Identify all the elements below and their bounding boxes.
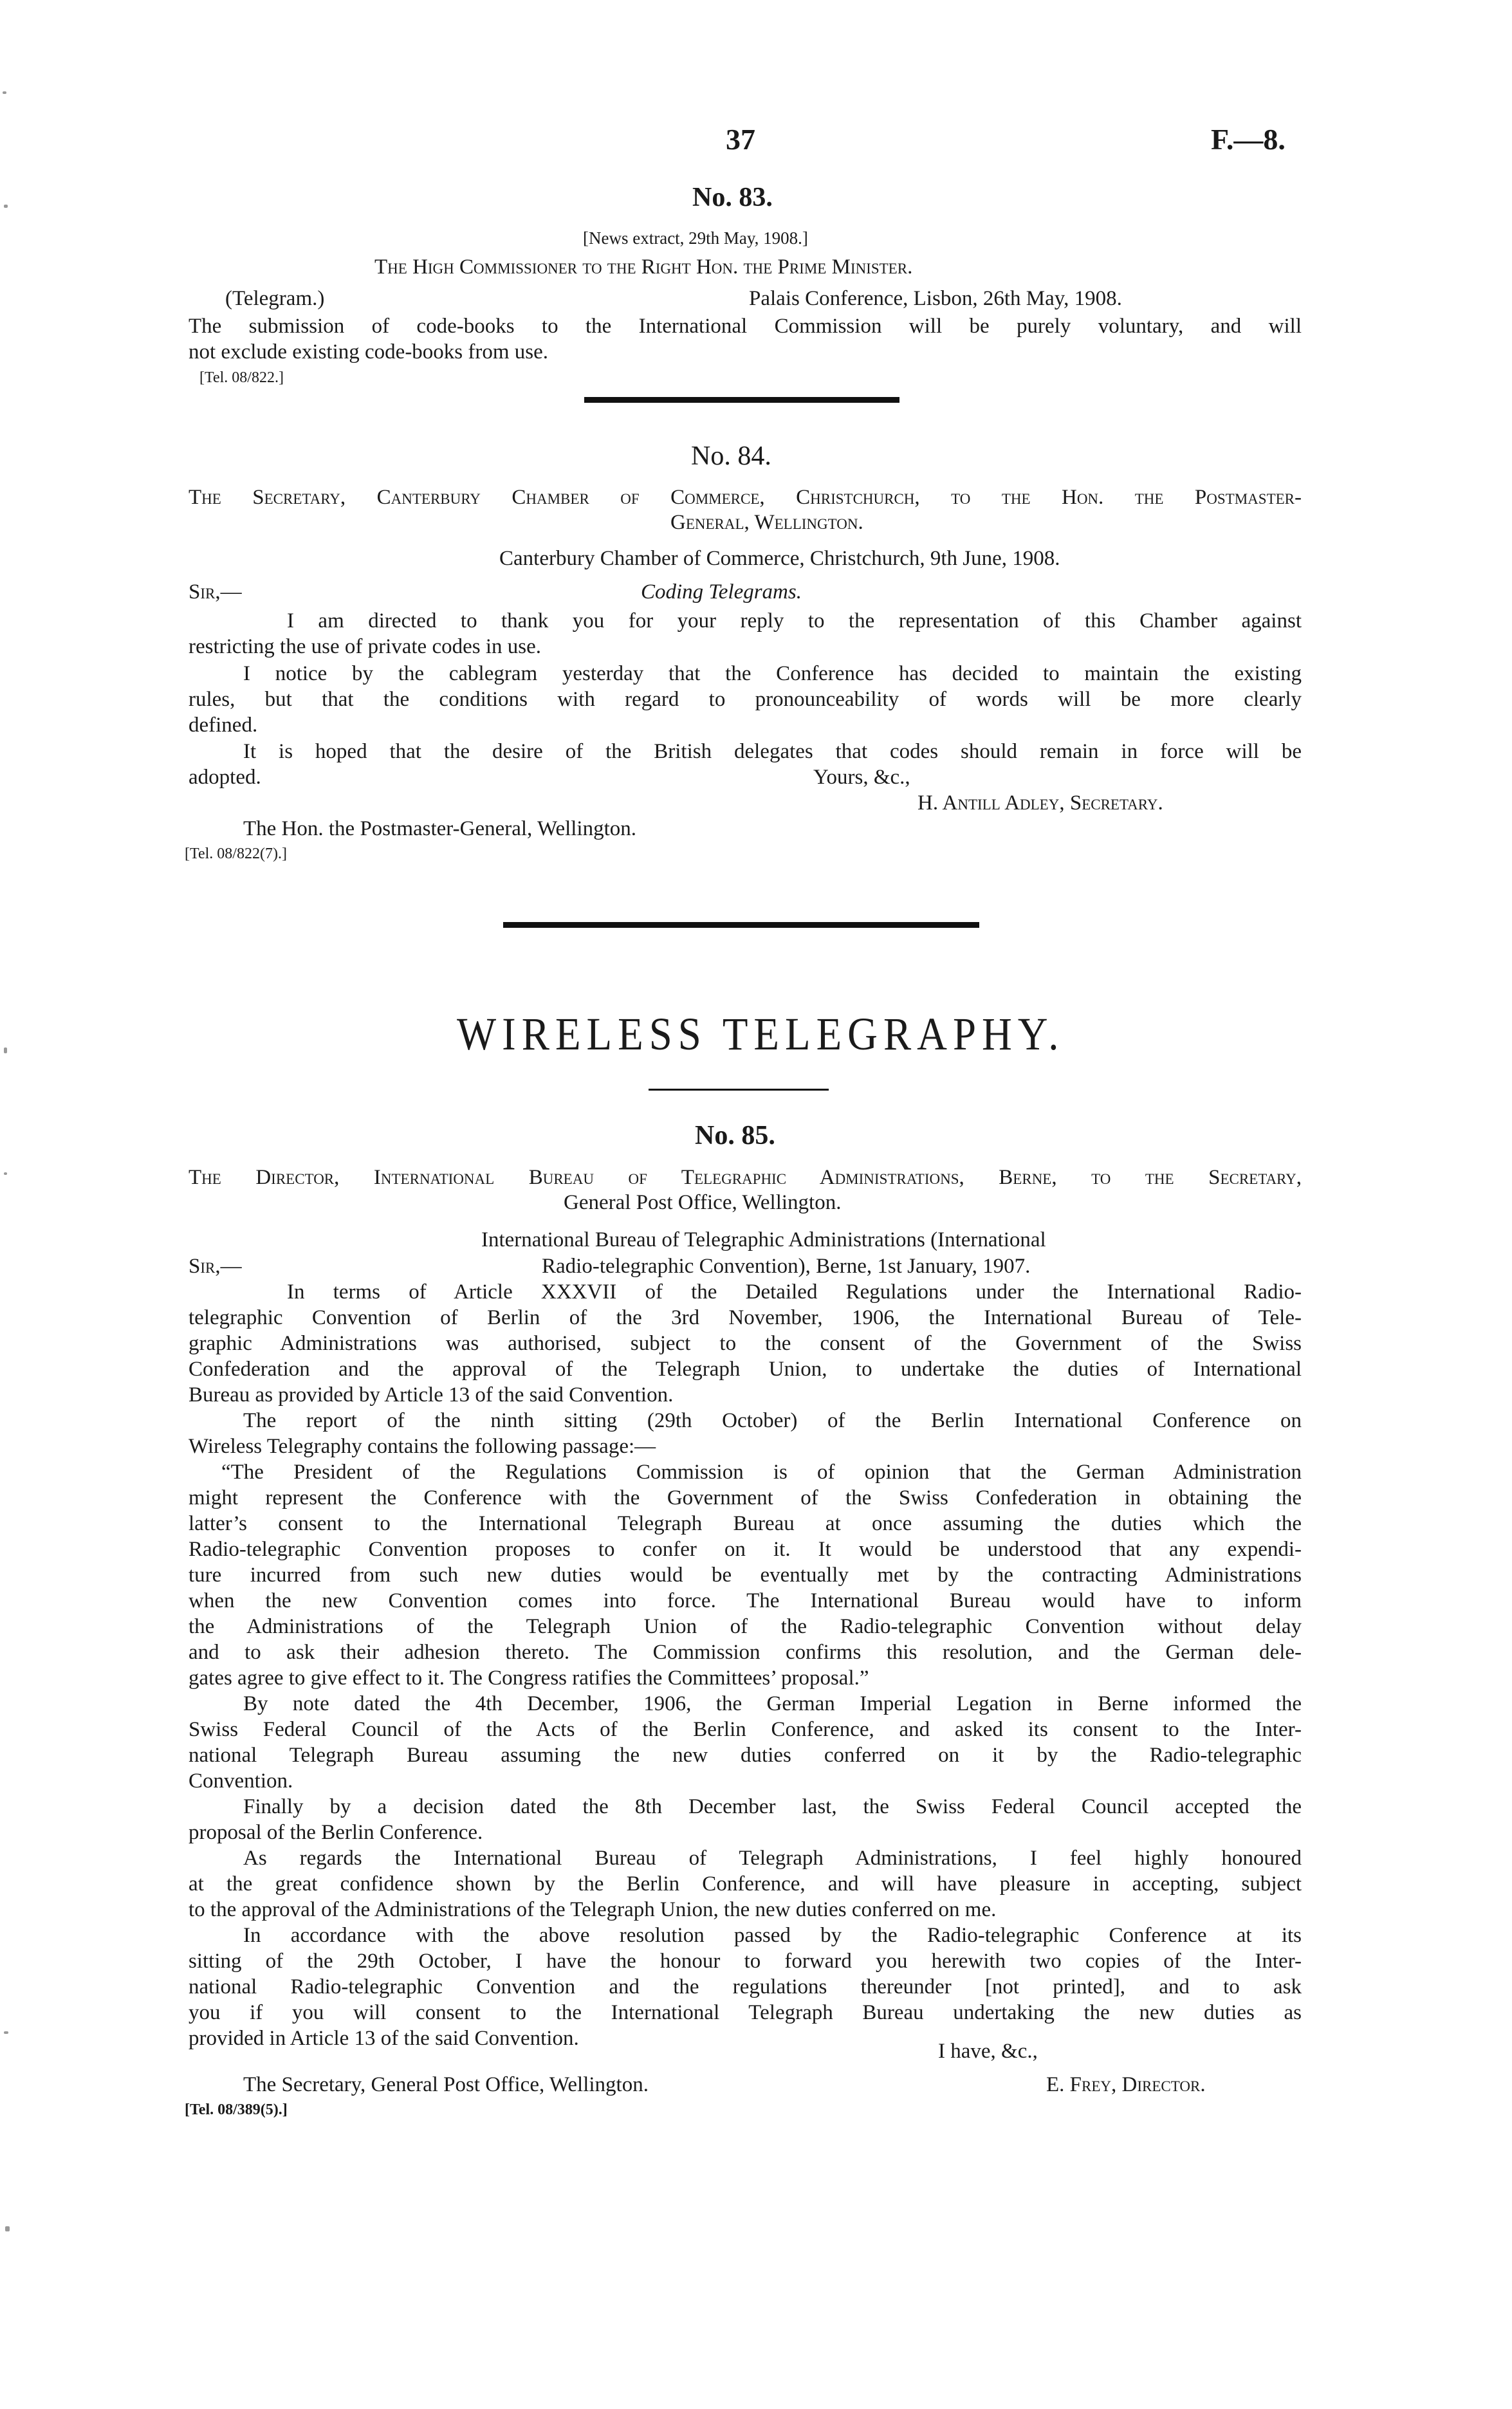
- doc83-kind: (Telegram.): [225, 287, 325, 310]
- doc85-body-line: Swiss Federal Council of the Acts of the Berlin Conference, and asked its consent to the Inter-: [189, 1718, 1302, 1741]
- doc85-from-line2: General Post Office, Wellington.: [564, 1191, 842, 1214]
- doc84-number: No. 84.: [691, 441, 771, 471]
- doc85-body-line: In terms of Article XXXVII of the Detailed Regulations under the International Radio-: [287, 1280, 1302, 1304]
- doc85-body-line: Confederation and the approval of the Telegraph Union, to undertake the duties of International: [189, 1358, 1302, 1381]
- doc85-body-line: ture incurred from such new duties would be eventually met by the contracting Administrations: [189, 1564, 1302, 1587]
- doc85-body-line: the Administrations of the Telegraph Union of the Radio-telegraphic Convention without delay: [189, 1615, 1302, 1638]
- doc85-from-line1: The Director, International Bureau of Telegraphic Administrations, Berne, to the Secretary,: [189, 1166, 1302, 1189]
- doc84-from-line1: The Secretary, Canterbury Chamber of Commerce, Christchurch, to the Hon. the Postmaster-: [189, 486, 1302, 509]
- doc85-body-line: In accordance with the above resolution passed by the Radio-telegraphic Conference at its: [243, 1924, 1302, 1947]
- doc84-p1-line2: restricting the use of private codes in use.: [189, 635, 541, 658]
- doc84-addressee: The Hon. the Postmaster-General, Wellington.: [243, 817, 637, 840]
- doc85-number: No. 85.: [695, 1121, 775, 1150]
- doc84-subject-text: Coding Telegrams.: [641, 580, 802, 604]
- doc84-file-ref: [Tel. 08/822(7).]: [185, 845, 287, 862]
- doc84-p3-line2: adopted.: [189, 766, 261, 789]
- doc83-body-line1: The submission of code-books to the International Commission will be purely voluntary, and will: [189, 315, 1302, 338]
- doc85-body-line: to the approval of the Administrations of the Telegraph Union, the new duties conferred on me.: [189, 1898, 997, 1921]
- doc83-file-ref: [Tel. 08/822.]: [199, 369, 284, 386]
- doc84-from-line2: General, Wellington.: [670, 511, 863, 534]
- scan-mark: [4, 2031, 8, 2034]
- section-rule: [584, 397, 899, 403]
- doc85-body-line: sitting of the 29th October, I have the honour to forward you herewith two copies of the Inter-: [189, 1950, 1302, 1973]
- doc85-body-line: graphic Administrations was authorised, subject to the consent of the Government of the Swiss: [189, 1332, 1302, 1355]
- doc84-subject: [641, 579, 802, 605]
- doc85-body-line: Convention.: [189, 1769, 293, 1793]
- page-number: 37: [726, 123, 755, 156]
- doc84-place-date: Canterbury Chamber of Commerce, Christchurch, 9th June, 1908.: [499, 547, 1060, 570]
- doc85-place-line1: International Bureau of Telegraphic Administrations (International: [481, 1228, 1046, 1251]
- doc84-closing: Yours, &c.,: [813, 766, 910, 789]
- doc85-closing: I have, &c.,: [938, 2040, 1038, 2063]
- doc84-salutation: Sir,—: [189, 580, 242, 604]
- doc85-body-line: might represent the Conference with the Government of the Swiss Confederation in obtaining the: [189, 1486, 1302, 1509]
- doc85-addressee: The Secretary, General Post Office, Wellington.: [243, 2073, 649, 2096]
- doc84-p2-line3: defined.: [189, 714, 258, 737]
- doc85-body-line: at the great confidence shown by the Berlin Conference, and will have pleasure in accepting, subject: [189, 1872, 1302, 1896]
- doc85-body-line: Finally by a decision dated the 8th December last, the Swiss Federal Council accepted the: [243, 1795, 1302, 1818]
- doc83-from-line: The High Commissioner to the Right Hon. the Prime Minister.: [374, 255, 913, 279]
- doc85-signature: [1046, 2072, 1206, 2098]
- doc85-place-line2: Radio-telegraphic Convention), Berne, 1st January, 1907.: [542, 1255, 1031, 1278]
- doc83-body-line2: not exclude existing code-books from use.: [189, 340, 549, 364]
- doc85-salutation: Sir,—: [189, 1255, 242, 1278]
- doc85-body-line: latter’s consent to the International Telegraph Bureau at once assuming the duties which the: [189, 1512, 1302, 1535]
- scan-mark: [4, 1172, 7, 1175]
- scan-mark: [4, 205, 8, 208]
- doc85-body-line: provided in Article 13 of the said Convention.: [189, 2027, 579, 2050]
- doc85-body-line: As regards the International Bureau of Telegraph Administrations, I feel highly honoured: [243, 1847, 1302, 1870]
- doc84-p1-line1: I am directed to thank you for your reply to the representation of this Chamber against: [287, 609, 1302, 632]
- doc84-p2-line2: rules, but that the conditions with regard to pronounceability of words will be more clearly: [189, 688, 1302, 711]
- doc85-body-line: “The President of the Regulations Commission is of opinion that the German Administration: [221, 1461, 1302, 1484]
- doc85-body-line: Wireless Telegraphy contains the following passage:—: [189, 1435, 656, 1458]
- section-rule: [503, 922, 979, 928]
- doc84-p3-line1: It is hoped that the desire of the British delegates that codes should remain in force will be: [243, 740, 1302, 763]
- doc85-file-ref: [Tel. 08/389(5).]: [185, 2101, 288, 2118]
- scan-mark: [3, 91, 6, 94]
- doc85-body-line: when the new Convention comes into force. The International Bureau would have to inform: [189, 1589, 1302, 1612]
- doc85-body-line: By note dated the 4th December, 1906, the German Imperial Legation in Berne informed the: [243, 1692, 1302, 1715]
- section-title: WIRELESS TELEGRAPHY.: [457, 1008, 1065, 1060]
- section-rule: [649, 1089, 829, 1091]
- scan-mark: [4, 1048, 7, 1053]
- doc84-signature-text: H. Antill Adley, Secretary.: [917, 791, 1163, 815]
- doc84-signature: [917, 790, 1163, 816]
- doc84-p2-line1: I notice by the cablegram yesterday that the Conference has decided to maintain the existing: [243, 662, 1302, 685]
- doc83-number: No. 83.: [692, 183, 773, 212]
- doc85-body-line: national Telegraph Bureau assuming the new duties conferred on it by the Radio-telegraphic: [189, 1744, 1302, 1767]
- doc85-body-line: and to ask their adhesion thereto. The Commission confirms this resolution, and the German dele-: [189, 1641, 1302, 1664]
- doc83-source: [News extract, 29th May, 1908.]: [583, 228, 808, 248]
- doc85-body-line: gates agree to give effect to it. The Congress ratifies the Committees’ proposal.”: [189, 1666, 869, 1690]
- doc85-body-line: proposal of the Berlin Conference.: [189, 1821, 483, 1844]
- doc85-body-line: The report of the ninth sitting (29th October) of the Berlin International Conference on: [243, 1409, 1302, 1432]
- doc85-body-line: you if you will consent to the International Telegraph Bureau undertaking the new duties as: [189, 2001, 1302, 2024]
- doc85-body-line: telegraphic Convention of Berlin of the 3rd November, 1906, the International Bureau of Tele-: [189, 1306, 1302, 1329]
- doc85-body-line: Bureau as provided by Article 13 of the said Convention.: [189, 1383, 674, 1407]
- doc85-signature-text: E. Frey, Director.: [1046, 2073, 1206, 2096]
- doc85-body-line: national Radio-telegraphic Convention and the regulations thereunder [not printed], and to ask: [189, 1975, 1302, 1998]
- doc85-body-line: Radio-telegraphic Convention proposes to confer on it. It would be understood that any expendi-: [189, 1538, 1302, 1561]
- scan-mark: [5, 2226, 10, 2231]
- doc83-place-date: Palais Conference, Lisbon, 26th May, 1908.: [749, 287, 1122, 310]
- document-reference: F.—8.: [1211, 123, 1286, 156]
